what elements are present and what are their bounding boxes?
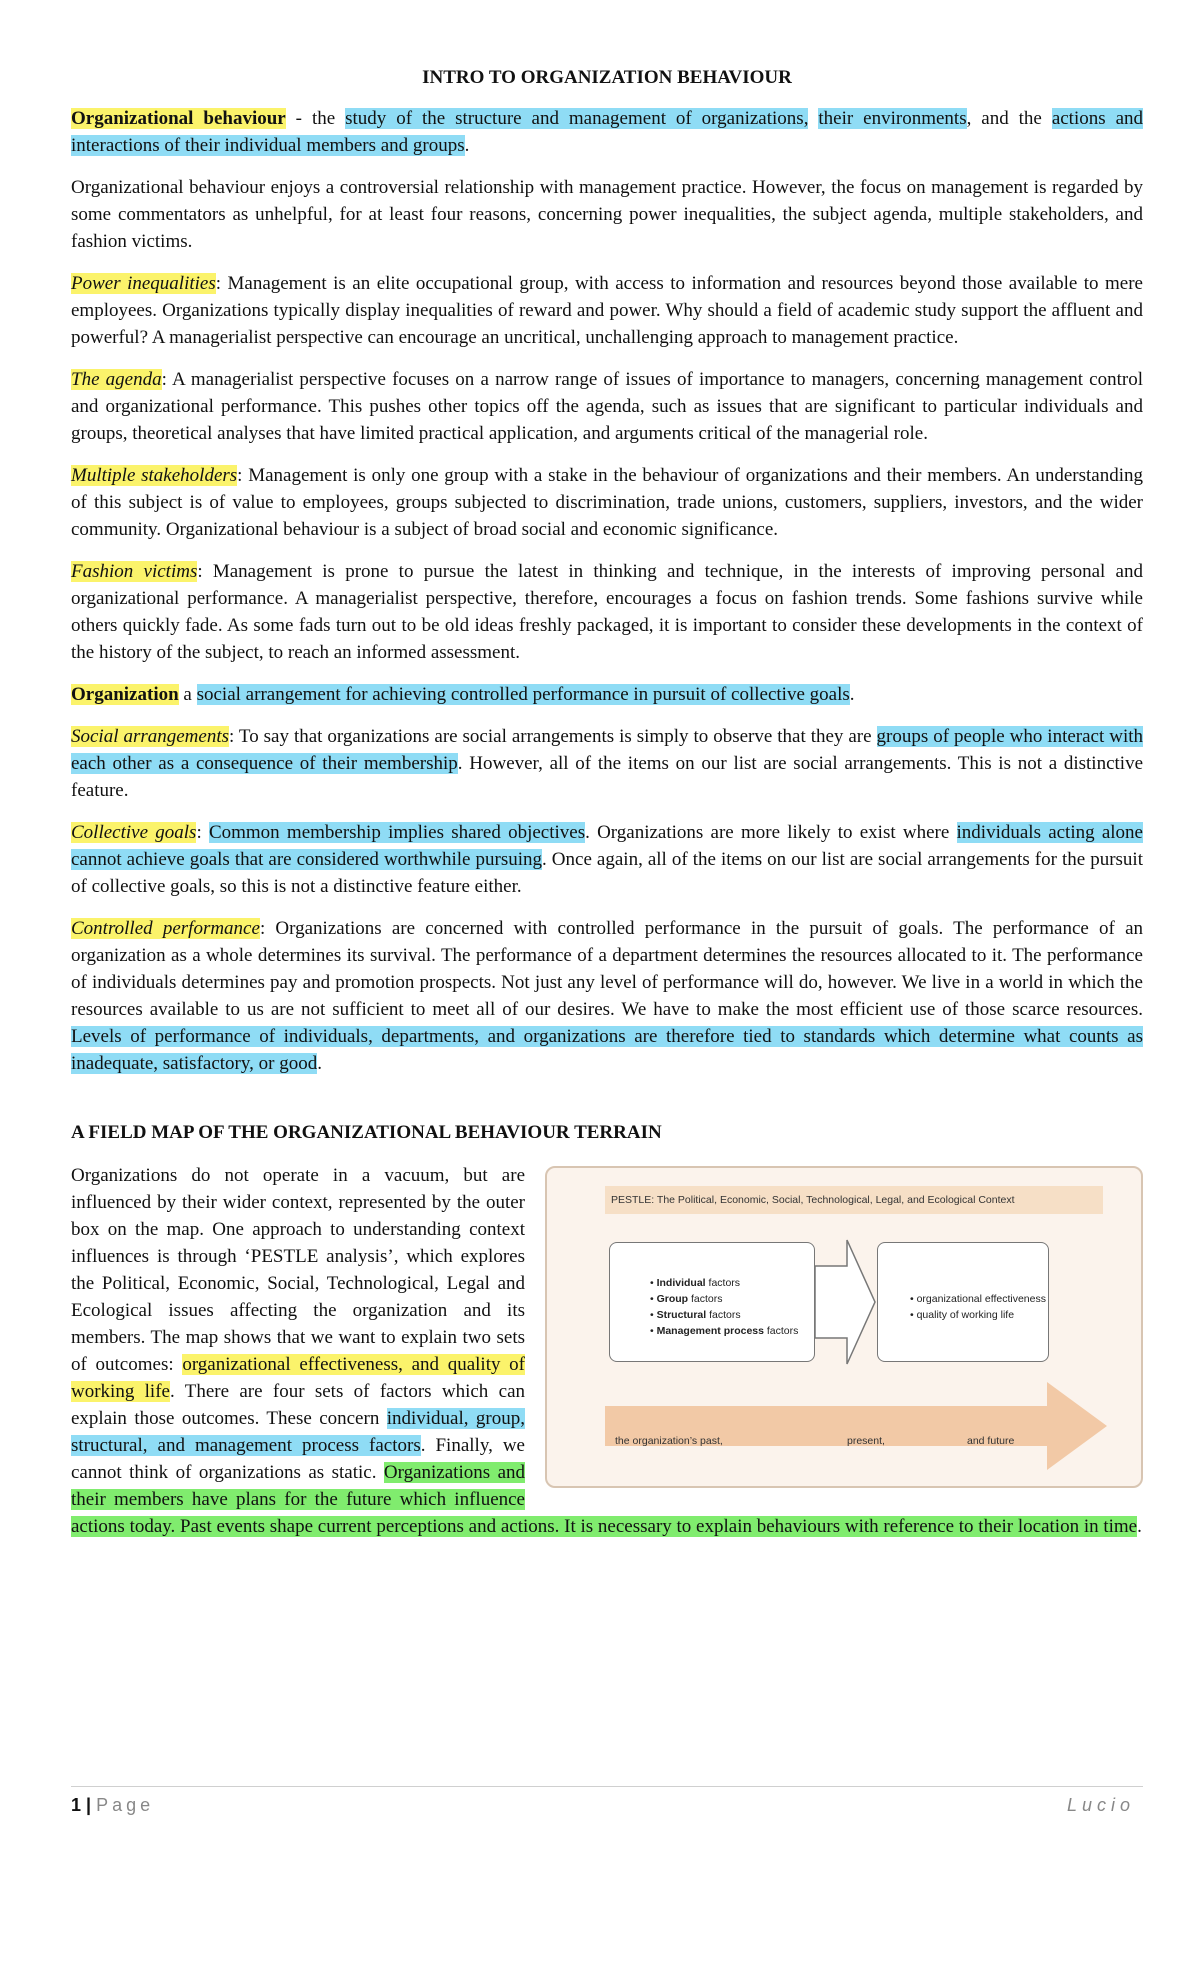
timeline-arrow — [605, 1382, 1107, 1470]
page-title: INTRO TO ORGANIZATION BEHAVIOUR — [422, 67, 792, 88]
paragraph-collective: Collective goals: Common membership implies shared objectives. Organizations are more likely to exist where individuals acting alone cannot achieve goals that are considered worthwhile pursuing. Once again, all of the items on our list are social arrangements for the pursuit of collective goals, so this is not a distinctive feature either. — [71, 822, 1143, 897]
label-fashion-victims: Fashion victims — [71, 561, 198, 582]
highlight: organizational effectiveness, and quality of working life — [71, 1354, 525, 1402]
document-page — [71, 64, 1143, 1555]
label-stakeholders: Multiple stakeholders — [71, 465, 238, 486]
highlight: individual, group, structural, and management process factors — [71, 1408, 525, 1456]
field-map-section — [71, 1162, 1143, 1540]
label-collective-goals: Collective goals — [71, 822, 197, 843]
term-organizational-behaviour: Organizational behaviour — [71, 108, 286, 129]
highlight: Common membership implies shared objectives — [208, 822, 586, 843]
factor-item: • Structural factors — [650, 1307, 814, 1323]
highlight: social arrangement for achieving controlled performance in pursuit of collective goals — [196, 684, 850, 705]
highlight: actions and interactions of their individual members and groups — [71, 108, 1144, 156]
highlight: groups of people who interact with each other as a consequence of their membership — [71, 726, 1144, 774]
author-name: Lucio — [1066, 1795, 1135, 1815]
highlight: Levels of performance of individuals, departments, and organizations are therefore tied to standards which determine what counts as inadequate, satisfactory, or good — [71, 1026, 1143, 1074]
factors-to-outcomes-arrow — [815, 1240, 875, 1364]
label-power-inequalities: Power inequalities — [71, 273, 216, 294]
factor-item: • Individual factors — [650, 1275, 814, 1291]
pestle-header: PESTLE: The Political, Economic, Social, Technological, Legal, and Ecological Context — [605, 1186, 1103, 1214]
highlight: Organizations and their members have plans for the future which influence actions today. Past events shape current perceptions and actions. It is necessary to explain behaviours with reference to their location in time — [71, 1462, 1138, 1537]
timeline-past: the organization’s past, — [615, 1435, 723, 1447]
paragraph-agenda: The agenda: A managerialist perspective focuses on a narrow range of issues of importance to managers, concerning management control and organizational performance. This pushes other topics off the agenda, such as issues that are significant to particular individuals and groups, theoretical analyses that have limited practical application, and arguments critical of the managerial role. — [71, 369, 1144, 444]
label-social-arrangements: Social arrangements — [71, 726, 230, 747]
outcomes-box — [877, 1242, 1049, 1362]
highlight: individuals acting alone cannot achieve goals that are considered worthwhile pursuing — [71, 822, 1143, 870]
section-title-field-map: A FIELD MAP OF THE ORGANIZATIONAL BEHAVIOUR TERRAIN — [71, 1122, 662, 1143]
timeline-future: and future — [967, 1435, 1015, 1447]
label-controlled-performance: Controlled performance — [71, 918, 260, 939]
timeline-present: present, — [847, 1435, 885, 1447]
paragraph-stakeholders: Multiple stakeholders: Management is only one group with a stake in the behaviour of organizations and their members. An understanding of this subject is of value to employees, groups subjected to discrimination, trade unions, customers, suppliers, investors, and the wider community. Organizational behaviour is a subject of broad social and economic significance. — [71, 465, 1143, 540]
paragraph-controlled: Controlled performance: Organizations are concerned with controlled performance in the pursuit of goals. The performance of an organization as a whole determines its survival. The performance of a department determines the resources allocated to it. The performance of individuals determines pay and promotion prospects. Not just any level of performance will do, however. We live in a world in which the resources available to us are not sufficient to meet all of our desires. We have to make the most efficient use of those scarce resources. Levels of performance of individuals, departments, and organizations are therefore tied to standards which determine what counts as inadequate, satisfactory, or good. — [71, 918, 1143, 1074]
highlight: their environments — [818, 108, 967, 129]
paragraph-fashion: Fashion victims: Management is prone to pursue the latest in thinking and technique, in the interests of improving personal and organizational performance. A managerialist perspective, therefore, encourages a focus on fashion trends. Some fashions survive while others quickly fade. As some fads turn out to be old ideas freshly packaged, it is important to consider these developments in the context of the history of the subject, to reach an informed assessment. — [71, 561, 1143, 663]
page-number: 1 — [71, 1795, 82, 1815]
paragraph-power: Power inequalities: Management is an elite occupational group, with access to information and resources beyond those available to mere employees. Organizations typically display inequalities of reward and power. Why should a field of academic study support the affluent and powerful? A managerialist perspective can encourage an uncritical, unchallenging approach to management practice. — [71, 273, 1143, 348]
field-map-figure — [545, 1166, 1143, 1488]
paragraph-definition-ob: Organizational behaviour - the study of the structure and management of organizations, their environments, and the actions and interactions of their individual members and groups. — [71, 108, 1144, 156]
paragraph-social: Social arrangements: To say that organizations are social arrangements is simply to observe that they are groups of people who interact with each other as a consequence of their membership. However, all of the items on our list are social arrangements. This is not a distinctive feature. — [71, 726, 1144, 801]
paragraph-organization-definition: Organization a social arrangement for achieving controlled performance in pursuit of collective goals. — [71, 684, 855, 705]
page-footer: 1 | Page Lucio — [71, 1786, 1143, 1816]
paragraph-field-map: Organizations do not operate in a vacuum, but are influenced by their wider context, represented by the outer box on the map. One approach to understanding context influences is through ‘PESTLE analysis’, which explores the Political, Economic, Social, Technological, Legal and Ecological issues affecting the organization and its members. The map shows that we want to explain two sets of outcomes: organizational effectiveness, and quality of working life. There are four sets of factors which can explain those outcomes. These concern individual, group, structural, and management process factors. Finally, we cannot think of organizations as static. Organizations and their members have plans for the future which influence actions today. Past events shape current perceptions and actions. It is necessary to explain behaviours with reference to their location in time. — [71, 1165, 1142, 1537]
factor-item: • Management process factors — [650, 1323, 814, 1339]
highlight: study of the structure and management of organizations, — [345, 108, 809, 129]
factor-item: • Group factors — [650, 1291, 814, 1307]
factors-box — [609, 1242, 815, 1362]
page-label: Page — [96, 1795, 155, 1815]
outcome-item: • quality of working life — [910, 1307, 1048, 1323]
label-agenda: The agenda — [71, 369, 162, 390]
term-organization: Organization — [71, 684, 179, 705]
outcome-item: • organizational effectiveness — [910, 1291, 1048, 1307]
paragraph-intro: Organizational behaviour enjoys a controversial relationship with management practice. However, the focus on management is regarded by some commentators as unhelpful, for at least four reasons, concerning power inequalities, the subject agenda, multiple stakeholders, and fashion victims. — [71, 177, 1143, 252]
